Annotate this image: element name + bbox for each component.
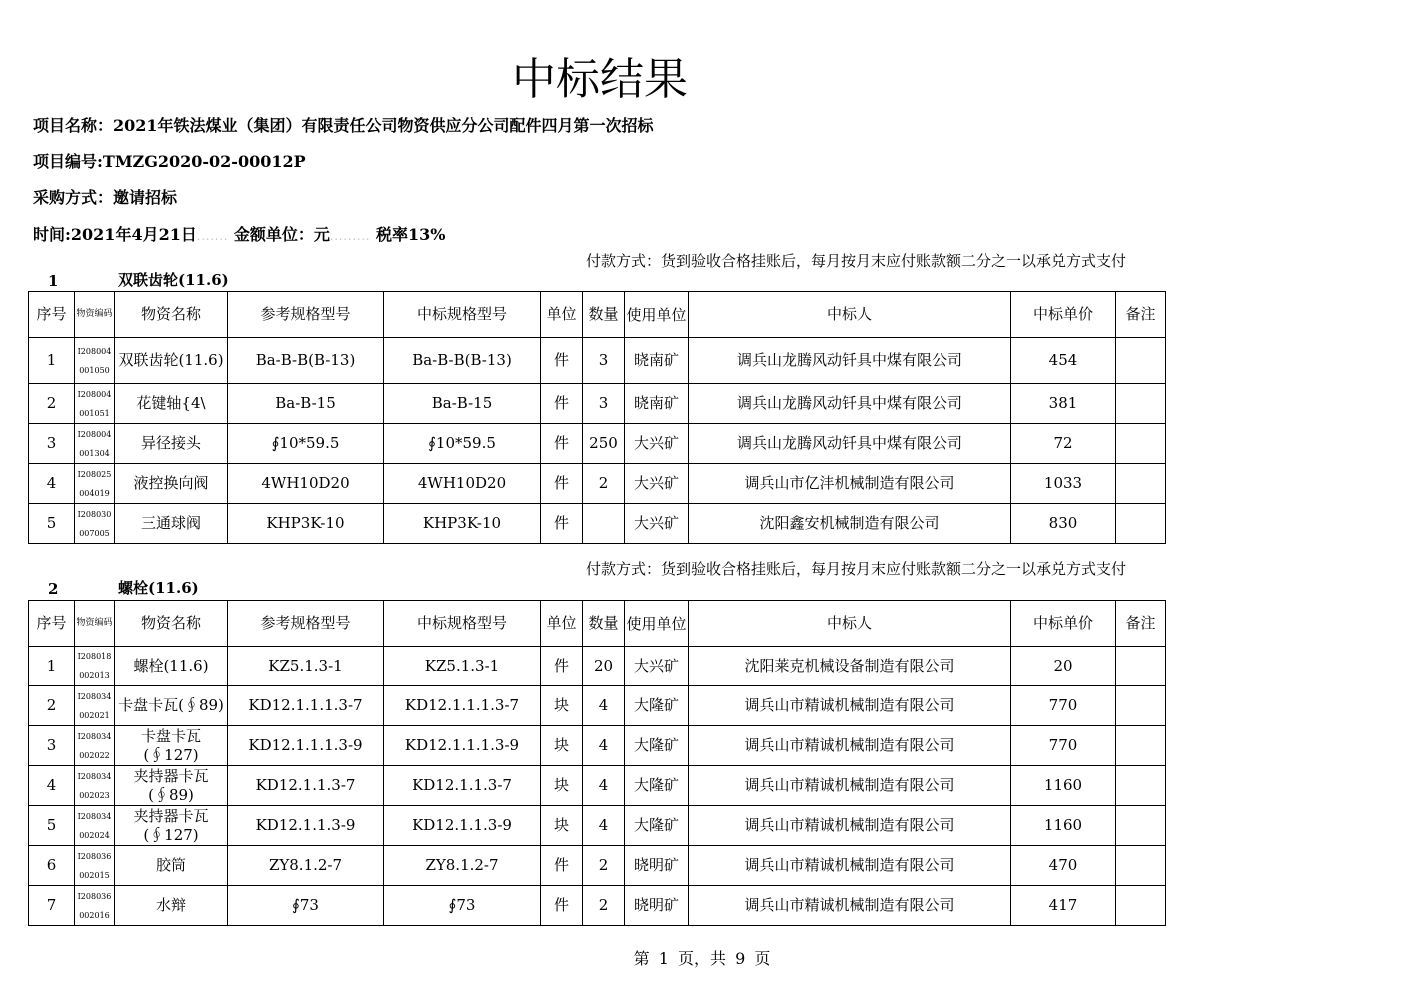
seq-cell: 5 [29,504,75,544]
code-part: I208004 [77,389,112,399]
code-part: 007005 [79,528,110,538]
price-cell: 470 [1011,846,1116,886]
code-part: 002015 [79,870,110,880]
header-bid-spec-cell: 中标规格型号 [384,292,541,338]
header-name-cell: 物资名称 [115,292,228,338]
code-part: 002023 [79,790,110,800]
seq-cell: 1 [29,338,75,384]
note-cell [1116,886,1166,926]
name-cell: 液控换向阀 [115,464,228,504]
bid-table-1 [28,291,1166,544]
bid-spec-cell: KZ5.1.3-1 [384,647,541,686]
price-cell: 770 [1011,686,1116,726]
unit-cell: 件 [541,504,583,544]
unit-cell: 件 [541,846,583,886]
price-cell: 417 [1011,886,1116,926]
code-cell [75,886,115,926]
winner-cell: 沈阳鑫安机械制造有限公司 [689,504,1011,544]
bid-spec-cell: KD12.1.1.3-7 [384,766,541,806]
bid-spec-cell: KD12.1.1.1.3-7 [384,686,541,726]
unit-cell: 件 [541,384,583,424]
qty-cell: 4 [583,726,625,766]
price-cell: 1160 [1011,766,1116,806]
code-part: 002024 [79,830,110,840]
winner-cell: 调兵山市精诚机械制造有限公司 [689,726,1011,766]
table-row [29,504,1166,544]
code-part: 002021 [79,710,110,720]
price-cell: 830 [1011,504,1116,544]
unit-cell: 块 [541,726,583,766]
header-user-cell: 使用单位 [625,601,689,647]
payment-terms: 付款方式：货到验收合格挂账后，每月按月末应付账款额二分之一以承兑方式支付 [586,560,1127,578]
footer-prefix: 第 [633,949,650,968]
footer-suffix: 页 [754,949,771,968]
code-cell [75,806,115,846]
table-row [29,686,1166,726]
user-cell: 晓南矿 [625,384,689,424]
seq-cell: 2 [29,384,75,424]
bid-spec-cell: KD12.1.1.3-9 [384,806,541,846]
table-header-row [29,292,1166,338]
footer-total-pages: 9 [735,949,746,968]
note-cell [1116,806,1166,846]
project-number: 项目编号:TMZG2020-02-00012P [33,152,306,171]
note-cell [1116,384,1166,424]
note-cell [1116,504,1166,544]
user-cell: 大兴矿 [625,464,689,504]
price-cell: 72 [1011,424,1116,464]
bid-table-2 [28,600,1166,926]
tax-rate: 税率13% [375,225,446,244]
ref-spec-cell: ∮10*59.5 [228,424,384,464]
ref-spec-cell: KD12.1.1.3-7 [228,766,384,806]
header-user-cell: 使用单位 [625,292,689,338]
note-cell [1116,766,1166,806]
code-cell [75,726,115,766]
note-cell [1116,338,1166,384]
code-part: 001051 [79,408,110,418]
table-row [29,464,1166,504]
table-row [29,766,1166,806]
ref-spec-cell: Ba-B-15 [228,384,384,424]
winner-cell: 调兵山市精诚机械制造有限公司 [689,766,1011,806]
amount-unit: 金额单位：元 [233,225,330,244]
table-row [29,846,1166,886]
winner-cell: 沈阳莱克机械设备制造有限公司 [689,647,1011,686]
bid-spec-cell: Ba-B-B(B-13) [384,338,541,384]
unit-cell: 块 [541,686,583,726]
name-cell: 卡盘卡瓦(∮127) [115,726,228,766]
header-unit-cell: 单位 [541,292,583,338]
code-cell [75,338,115,384]
name-cell: 夹持器卡瓦(∮127) [115,806,228,846]
user-cell: 大隆矿 [625,686,689,726]
section-number: 2 [48,580,59,598]
user-cell: 大兴矿 [625,647,689,686]
header-winner-cell: 中标人 [689,292,1011,338]
header-note-cell: 备注 [1116,601,1166,647]
code-part: 004019 [79,488,110,498]
code-cell [75,424,115,464]
qty-cell: 3 [583,338,625,384]
bid-spec-cell: KD12.1.1.1.3-9 [384,726,541,766]
ref-spec-cell: KD12.1.1.1.3-9 [228,726,384,766]
code-part: 002022 [79,750,110,760]
code-cell [75,686,115,726]
bid-spec-cell: ZY8.1.2-7 [384,846,541,886]
seq-cell: 4 [29,766,75,806]
ref-spec-cell: Ba-B-B(B-13) [228,338,384,384]
code-cell [75,504,115,544]
header-qty-cell: 数量 [583,292,625,338]
table-row [29,424,1166,464]
page-footer [0,946,1404,969]
unit-cell: 块 [541,806,583,846]
table-row [29,806,1166,846]
header-code-cell: 物资编码 [75,292,115,338]
ref-spec-cell: KHP3K-10 [228,504,384,544]
purchase-method: 采购方式：邀请招标 [33,188,178,207]
qty-cell: 4 [583,686,625,726]
header-winner-cell: 中标人 [689,601,1011,647]
header-name-cell: 物资名称 [115,601,228,647]
code-part: I208036 [77,851,112,861]
note-cell [1116,464,1166,504]
user-cell: 大兴矿 [625,424,689,464]
page-title: 中标结果 [512,54,688,105]
winner-cell: 调兵山龙腾风动钎具中煤有限公司 [689,384,1011,424]
unit-cell: 件 [541,647,583,686]
table-row [29,384,1166,424]
unit-cell: 件 [541,464,583,504]
code-part: I208025 [77,469,112,479]
name-cell: 异径接头 [115,424,228,464]
note-cell [1116,686,1166,726]
table-row [29,886,1166,926]
seq-cell: 2 [29,686,75,726]
code-cell [75,464,115,504]
name-cell: 花键轴{4\ [115,384,228,424]
bid-spec-cell: Ba-B-15 [384,384,541,424]
seq-cell: 5 [29,806,75,846]
seq-cell: 4 [29,464,75,504]
bid-spec-cell: ∮73 [384,886,541,926]
ref-spec-cell: ∮73 [228,886,384,926]
table-row [29,338,1166,384]
seq-cell: 7 [29,886,75,926]
code-part: I208004 [77,429,112,439]
header-unit-cell: 单位 [541,601,583,647]
name-cell: 螺栓(11.6) [115,647,228,686]
section-header-2 [28,560,1168,598]
header-ref-spec-cell: 参考规格型号 [228,292,384,338]
payment-terms: 付款方式：货到验收合格挂账后，每月按月末应付账款额二分之一以承兑方式支付 [586,252,1127,270]
ref-spec-cell: KD12.1.1.3-9 [228,806,384,846]
winner-cell: 调兵山市精诚机械制造有限公司 [689,886,1011,926]
footer-mid: 页，共 [677,949,726,968]
section-name: 双联齿轮(11.6) [118,271,229,289]
seq-cell: 3 [29,424,75,464]
winner-cell: 调兵山市精诚机械制造有限公司 [689,846,1011,886]
qty-cell: 2 [583,886,625,926]
code-cell [75,766,115,806]
price-cell: 1033 [1011,464,1116,504]
bid-spec-cell: ∮10*59.5 [384,424,541,464]
unit-cell: 件 [541,886,583,926]
qty-cell: 20 [583,647,625,686]
user-cell: 大隆矿 [625,806,689,846]
bid-spec-cell: KHP3K-10 [384,504,541,544]
header-seq-cell: 序号 [29,292,75,338]
qty-cell: 4 [583,806,625,846]
header-code-cell: 物资编码 [75,601,115,647]
project-name: 项目名称：2021年铁法煤业（集团）有限责任公司物资供应分公司配件四月第一次招标 [33,116,654,135]
price-cell: 1160 [1011,806,1116,846]
code-part: I208004 [77,346,112,356]
qty-cell [583,504,625,544]
unit-cell: 件 [541,338,583,384]
note-cell [1116,647,1166,686]
date: 时间:2021年4月21日 [33,225,197,244]
header-price-cell: 中标单价 [1011,601,1116,647]
seq-cell: 3 [29,726,75,766]
name-cell: 水辩 [115,886,228,926]
code-part: I208036 [77,891,112,901]
ref-spec-cell: ZY8.1.2-7 [228,846,384,886]
seq-cell: 6 [29,846,75,886]
code-cell [75,647,115,686]
note-cell [1116,424,1166,464]
code-part: I208034 [77,811,112,821]
bid-spec-cell: 4WH10D20 [384,464,541,504]
name-cell: 卡盘卡瓦(∮89) [115,686,228,726]
code-cell [75,846,115,886]
ref-spec-cell: KD12.1.1.1.3-7 [228,686,384,726]
qty-cell: 4 [583,766,625,806]
header-bid-spec-cell: 中标规格型号 [384,601,541,647]
name-cell: 双联齿轮(11.6) [115,338,228,384]
section-header-1 [28,252,1168,290]
code-part: 002016 [79,910,110,920]
winner-cell: 调兵山市亿沣机械制造有限公司 [689,464,1011,504]
code-part: I208034 [77,771,112,781]
footer-page-number: 1 [658,949,669,968]
user-cell: 晓南矿 [625,338,689,384]
code-part: I208034 [77,731,112,741]
seq-cell: 1 [29,647,75,686]
winner-cell: 调兵山龙腾风动钎具中煤有限公司 [689,424,1011,464]
user-cell: 大隆矿 [625,766,689,806]
price-cell: 770 [1011,726,1116,766]
code-part: 001304 [79,448,110,458]
code-part: 001050 [79,365,110,375]
qty-cell: 250 [583,424,625,464]
section-number: 1 [48,272,59,290]
code-part: I208030 [77,509,112,519]
note-cell [1116,726,1166,766]
qty-cell: 2 [583,846,625,886]
user-cell: 晓明矿 [625,846,689,886]
user-cell: 大隆矿 [625,726,689,766]
user-cell: 大兴矿 [625,504,689,544]
header-qty-cell: 数量 [583,601,625,647]
unit-cell: 块 [541,766,583,806]
qty-cell: 3 [583,384,625,424]
price-cell: 381 [1011,384,1116,424]
section-name: 螺栓(11.6) [118,579,199,597]
winner-cell: 调兵山龙腾风动钎具中煤有限公司 [689,338,1011,384]
table-row [29,726,1166,766]
price-cell: 454 [1011,338,1116,384]
winner-cell: 调兵山市精诚机械制造有限公司 [689,806,1011,846]
time-line: 时间:2021年4月21日....... 金额单位：元......... 税率13% [33,225,446,244]
ref-spec-cell: KZ5.1.3-1 [228,647,384,686]
header-note-cell: 备注 [1116,292,1166,338]
table-header-row [29,601,1166,647]
code-part: I208018 [77,652,112,661]
ref-spec-cell: 4WH10D20 [228,464,384,504]
header-price-cell: 中标单价 [1011,292,1116,338]
winner-cell: 调兵山市精诚机械制造有限公司 [689,686,1011,726]
name-cell: 三通球阀 [115,504,228,544]
code-cell [75,384,115,424]
header-seq-cell: 序号 [29,601,75,647]
name-cell: 夹持器卡瓦(∮89) [115,766,228,806]
table-row [29,647,1166,686]
code-part: 002013 [79,671,110,680]
unit-cell: 件 [541,424,583,464]
name-cell: 胶筒 [115,846,228,886]
code-part: I208034 [77,691,112,701]
price-cell: 20 [1011,647,1116,686]
note-cell [1116,846,1166,886]
user-cell: 晓明矿 [625,886,689,926]
header-ref-spec-cell: 参考规格型号 [228,601,384,647]
qty-cell: 2 [583,464,625,504]
